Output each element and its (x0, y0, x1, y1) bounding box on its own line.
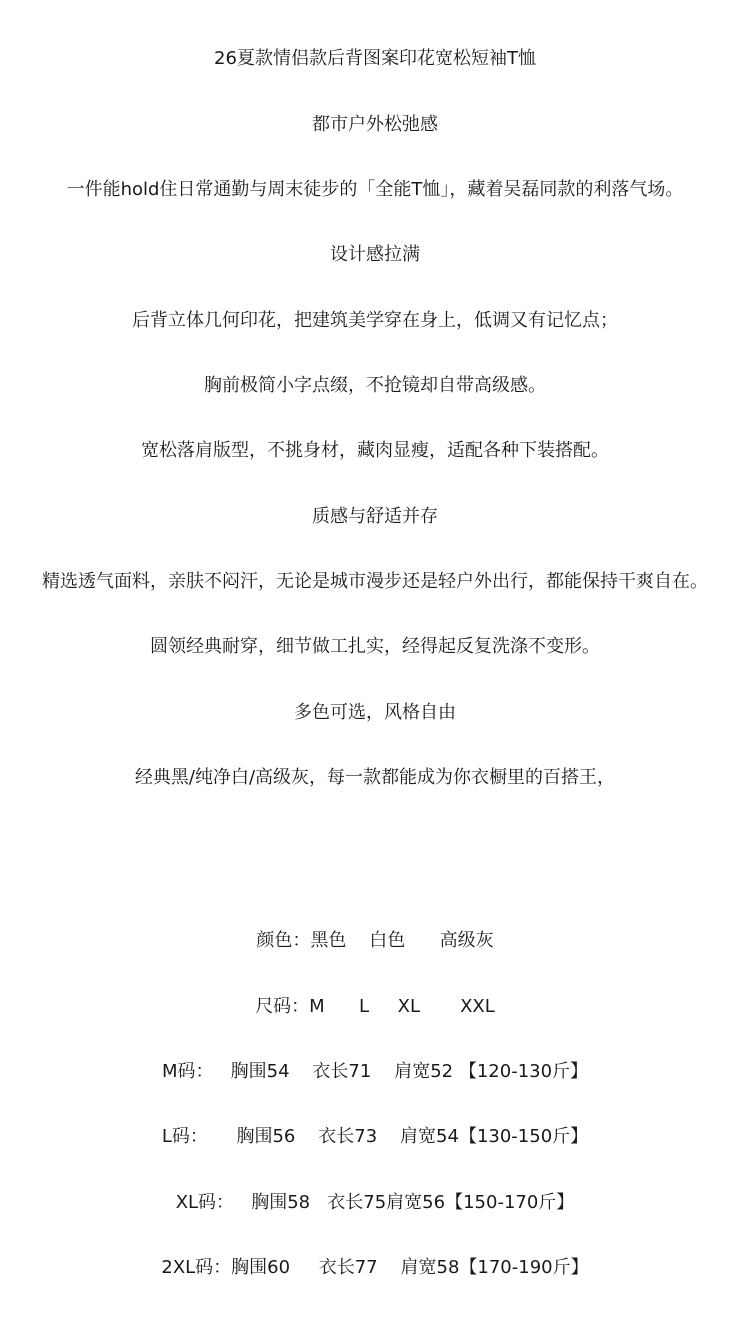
size-chart-row-2xl: 2XL码：胸围60 衣长77 肩宽58【170-190斤】 (161, 1257, 589, 1278)
colors-text: 经典黑/纯净白/高级灰，每一款都能成为你衣橱里的百搭王， (134, 767, 616, 788)
spec-colors: 颜色：黑色 白色 高级灰 (256, 930, 494, 951)
size-chart-row-m: M码： 胸围54 衣长71 肩宽52 【120-130斤】 (161, 1061, 589, 1082)
section-heading-quality: 质感与舒适并存 (312, 506, 438, 527)
design-text-2: 胸前极简小字点缀，不抢镜却自带高级感。 (204, 375, 546, 396)
size-chart-row-l: L码： 胸围56 衣长73 肩宽54【130-150斤】 (161, 1126, 589, 1147)
design-text-3: 宽松落肩版型，不挑身材，藏肉显瘦，适配各种下装搭配。 (141, 440, 609, 461)
quality-text-1: 精选透气面料，亲肤不闷汗，无论是城市漫步还是轻户外出行，都能保持干爽自在。 (42, 571, 708, 592)
intro-text: 一件能hold住日常通勤与周末徒步的「全能T恤」，藏着吴磊同款的利落气场。 (66, 179, 684, 200)
product-title: 26夏款情侣款后背图案印花宽松短袖T恤 (214, 48, 536, 69)
quality-text-2: 圆领经典耐穿，细节做工扎实，经得起反复洗涤不变形。 (150, 636, 600, 657)
product-subtitle: 都市户外松弛感 (312, 114, 438, 135)
design-text-1: 后背立体几何印花，把建筑美学穿在身上，低调又有记忆点； (132, 310, 618, 331)
spec-sizes: 尺码：M L XL XXL (255, 996, 495, 1017)
size-chart-row-xl: XL码： 胸围58 衣长75肩宽56【150-170斤】 (175, 1192, 575, 1213)
section-heading-design: 设计感拉满 (330, 244, 420, 265)
section-heading-colors: 多色可选，风格自由 (294, 702, 456, 723)
